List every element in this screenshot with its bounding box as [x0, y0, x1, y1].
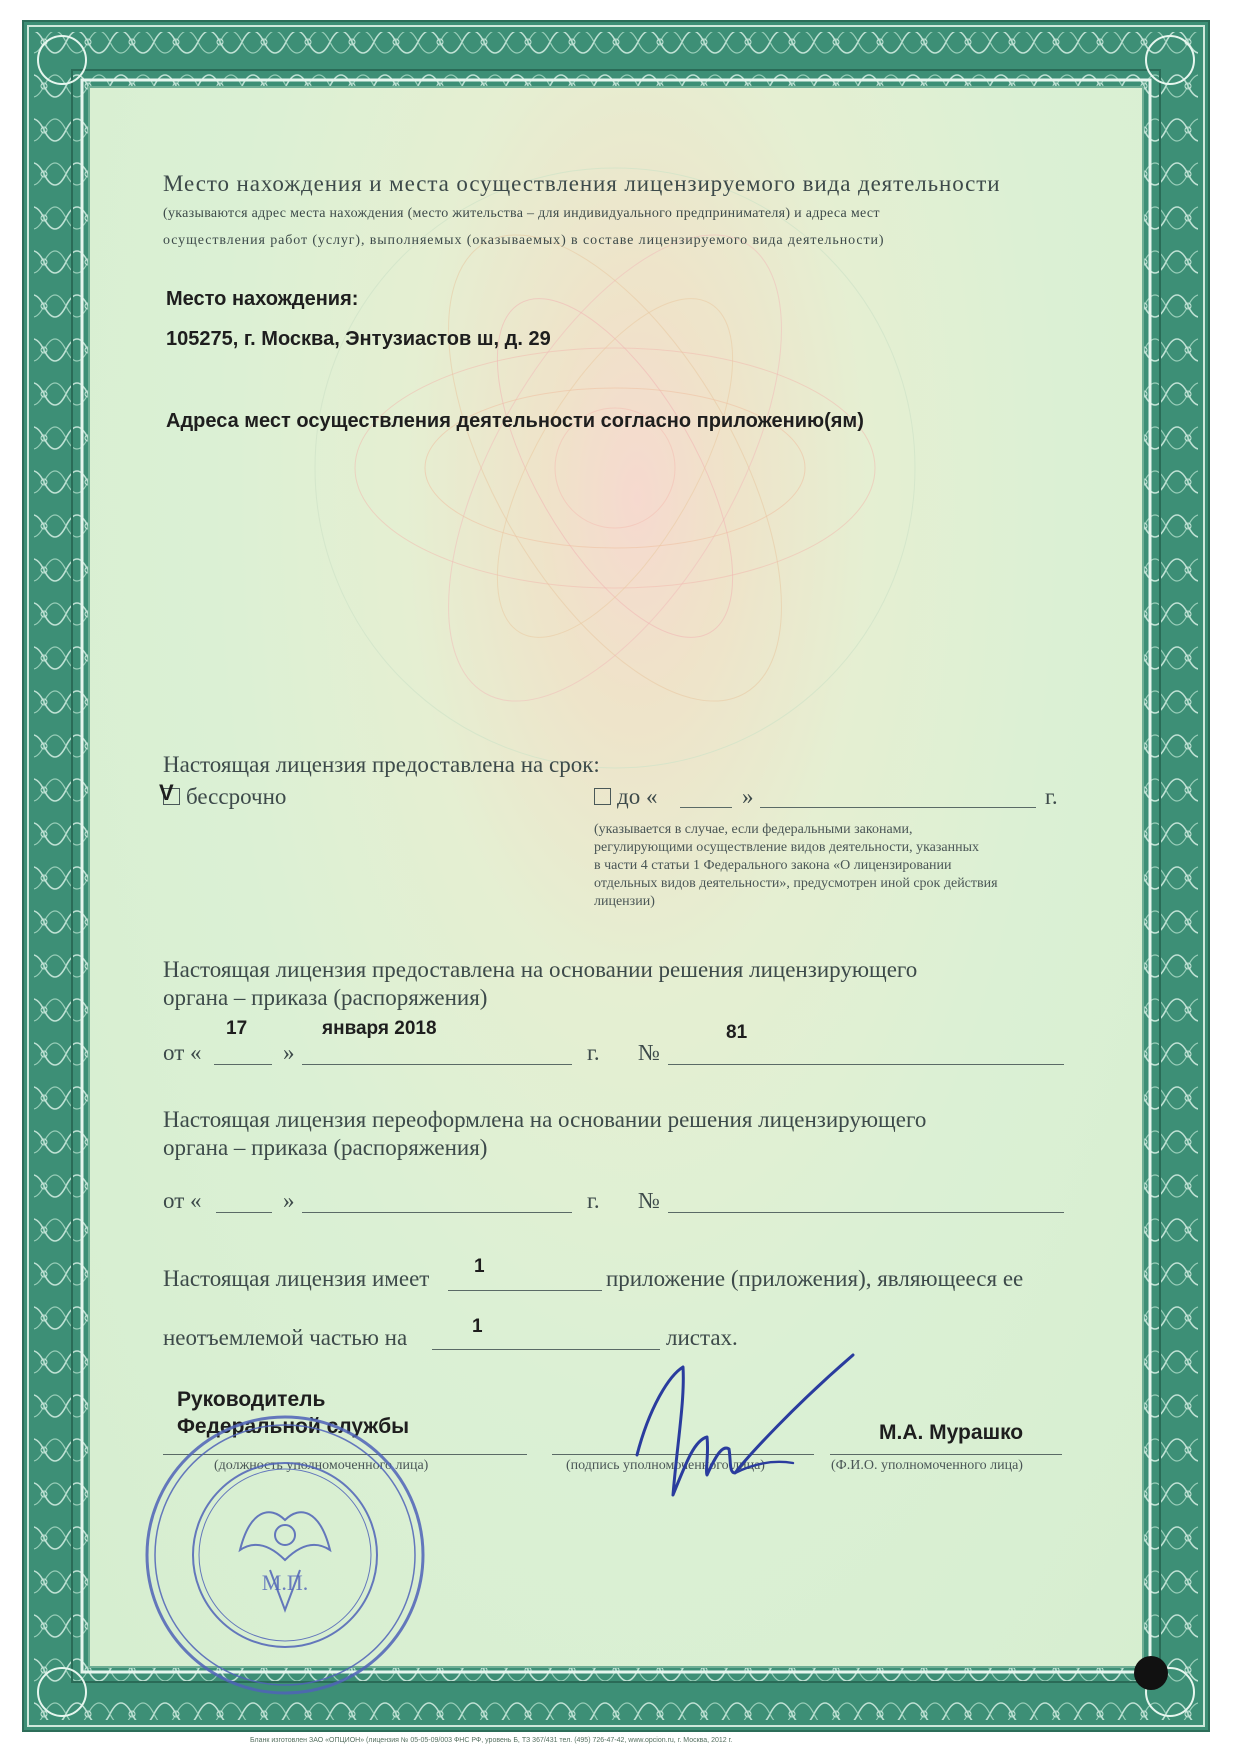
- appendix-count-line: [448, 1290, 602, 1291]
- appendix-count: 1: [474, 1256, 485, 1277]
- until-day-line: [680, 807, 732, 808]
- caption-signature: (подпись уполномоченного лица): [566, 1458, 765, 1473]
- term-note-line1: (указывается в случае, если федеральными законами,: [594, 822, 913, 837]
- term-note-line2: регулирующими осуществление видов деятельности, указанных: [594, 840, 980, 855]
- term-note-line3: в части 4 статьи 1 Федерального закона «О лицензировании: [594, 858, 952, 873]
- reissue-from-close: »: [283, 1188, 295, 1213]
- seal-center-text: М.П.: [261, 1570, 309, 1595]
- basis-line2: органа – приказа (распоряжения): [163, 985, 488, 1010]
- heading-title: Место нахождения и места осуществления лицензируемого вида деятельности: [163, 171, 1001, 196]
- reissue-month-line: [302, 1212, 572, 1213]
- reissue-line2: органа – приказа (распоряжения): [163, 1135, 488, 1160]
- basis-number-sign: №: [638, 1040, 660, 1065]
- basis-from-close: »: [283, 1040, 295, 1065]
- caption-position: (должность уполномоченного лица): [214, 1458, 429, 1473]
- reissue-number-sign: №: [638, 1188, 660, 1213]
- punch-hole: [1134, 1656, 1168, 1690]
- appendix-line1-suffix: приложение (приложения), являющееся ее: [606, 1266, 1024, 1291]
- appendix-line1-prefix: Настоящая лицензия имеет: [163, 1266, 430, 1291]
- caption-name: (Ф.И.О. уполномоченного лица): [831, 1458, 1023, 1473]
- until-month-line: [760, 807, 1036, 808]
- term-until-mid: »: [742, 784, 754, 809]
- location-address: 105275, г. Москва, Энтузиастов ш, д. 29: [166, 328, 551, 350]
- term-intro: Настоящая лицензия предоставлена на срок:: [163, 752, 600, 777]
- reissue-year-suffix: г.: [587, 1188, 600, 1213]
- basis-day: 17: [226, 1018, 248, 1039]
- basis-number: 81: [726, 1022, 748, 1043]
- checkbox-indefinite-mark: V: [159, 780, 174, 805]
- signatory-name: М.А. Мурашко: [879, 1421, 1024, 1444]
- basis-number-line: [668, 1064, 1064, 1065]
- heading-subtitle-line2: осуществления работ (услуг), выполняемых (оказываемых) в составе лицензируемого вида деятельности): [163, 233, 885, 248]
- appendix-sheets: 1: [472, 1316, 483, 1337]
- heading-subtitle-line1: (указываются адрес места нахождения (место жительства – для индивидуального предпринимателя) и адреса мест: [163, 206, 880, 221]
- basis-year-suffix: г.: [587, 1040, 600, 1065]
- reissue-line1: Настоящая лицензия переоформлена на основании решения лицензирующего: [163, 1107, 927, 1132]
- reissue-day-line: [216, 1212, 272, 1213]
- handwritten-signature: [625, 1345, 865, 1515]
- official-seal: [140, 1410, 430, 1700]
- appendix-line2-prefix: неотъемлемой частью на: [163, 1325, 408, 1350]
- activity-addresses: Адреса мест осуществления деятельности согласно приложению(ям): [166, 410, 864, 432]
- basis-from-prefix: от «: [163, 1040, 202, 1065]
- appendix-line2-suffix: листах.: [666, 1325, 738, 1350]
- basis-line1: Настоящая лицензия предоставлена на основании решения лицензирующего: [163, 957, 918, 982]
- term-until-suffix: г.: [1045, 784, 1058, 809]
- signatory-position-line2: Федеральной службы: [177, 1415, 410, 1438]
- term-indefinite-label: бессрочно: [186, 784, 287, 809]
- term-note-line4: отдельных видов деятельности», предусмотрен иной срок действия: [594, 876, 998, 891]
- location-label: Место нахождения:: [166, 288, 359, 310]
- basis-month-year: января 2018: [322, 1018, 437, 1039]
- printer-note: Бланк изготовлен ЗАО «ОПЦИОН» (лицензия № 05-05-09/003 ФНС РФ, уровень Б, ТЗ 367/431 тел. (495) 726-47-42, www.opcion.ru, г. Москва, 2012 г.: [250, 1737, 733, 1744]
- checkbox-until: [594, 788, 611, 805]
- signatory-position-line1: Руководитель: [177, 1388, 326, 1411]
- basis-month-line: [302, 1064, 572, 1065]
- reissue-number-line: [668, 1212, 1064, 1213]
- term-note-line5: лицензии): [594, 894, 655, 909]
- reissue-from-prefix: от «: [163, 1188, 202, 1213]
- term-until-prefix: до «: [617, 784, 658, 809]
- basis-day-line: [214, 1064, 272, 1065]
